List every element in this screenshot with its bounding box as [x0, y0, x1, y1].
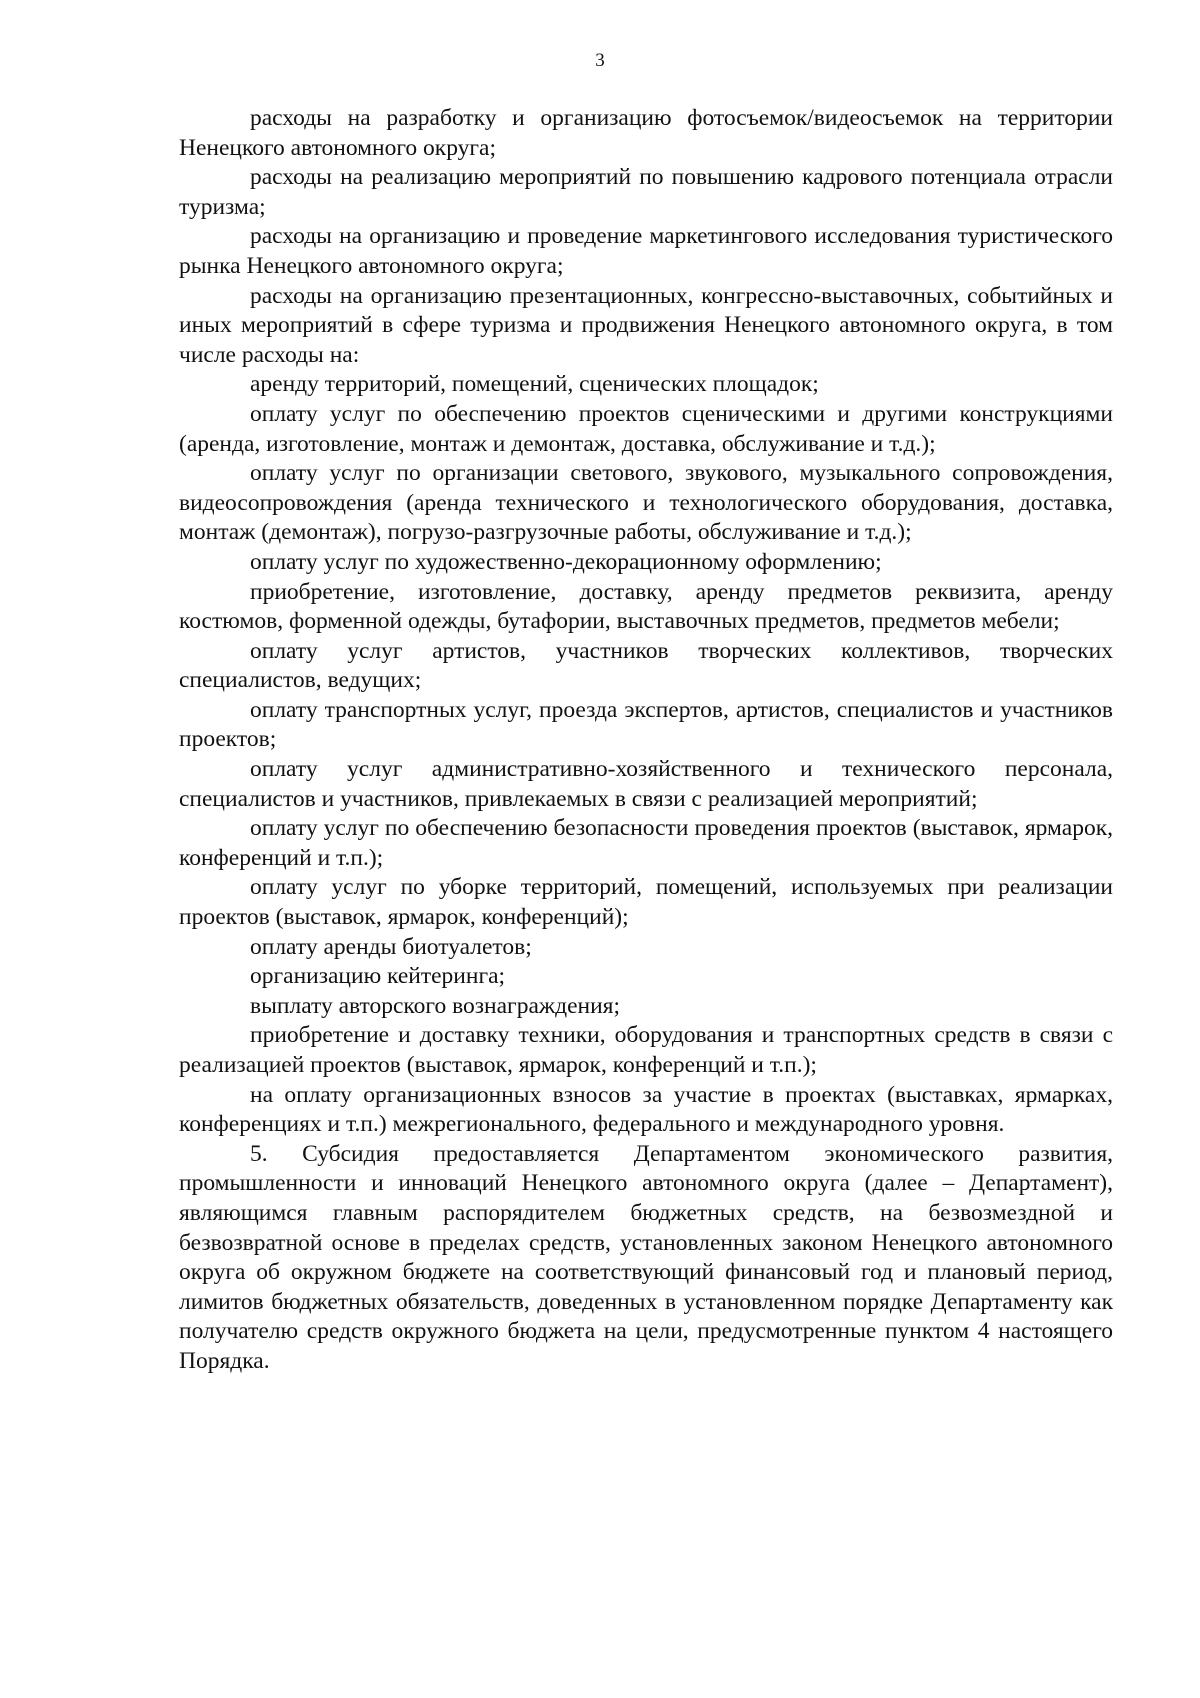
paragraph: оплату услуг административно-хозяйственного и технического персонала, специалистов и участников, привлекаемых в связи с реализацией мероприятий;	[179, 756, 1113, 812]
paragraph: оплату услуг по организации светового, звукового, музыкального сопровождения, видеосопровождения (аренда технического и технологического оборудования, доставка, монтаж (демонтаж), погрузо-разгрузочные работы, обслуживание и т.д.);	[179, 460, 1113, 546]
paragraph: оплату услуг по обеспечению безопасности проведения проектов (выставок, ярмарок, конференций и т.п.);	[179, 815, 1113, 871]
paragraph: приобретение и доставку техники, оборудования и транспортных средств в связи с реализацией проектов (выставок, ярмарок, конференций и т.п.);	[179, 1022, 1113, 1078]
paragraph: оплату услуг по обеспечению проектов сценическими и другими конструкциями (аренда, изготовление, монтаж и демонтаж, доставка, обслуживание и т.д.);	[179, 400, 1113, 457]
paragraph: 5. Субсидия предоставляется Департаментом экономического развития, промышленности и инноваций Ненецкого автономного округа (далее – Департамент), являющимся главным распорядителем бюджетных средств, на безвозмездной и безвозвратной основе в пределах средств, установленных законом Ненецкого автономного округа об окружном бюджете на соответствующий финансовый год и плановый период, лимитов бюджетных обязательств, доведенных в установленном порядке Департаменту как получателю средств окружного бюджета на цели, предусмотренные пунктом 4 настоящего Порядка.	[179, 1140, 1113, 1374]
paragraph: расходы на реализацию мероприятий по повышению кадрового потенциала отрасли туризма;	[179, 164, 1113, 220]
paragraph: оплату услуг артистов, участников творческих коллективов, творческих специалистов, ведущих;	[179, 637, 1113, 694]
page-number: 3	[595, 50, 605, 71]
paragraph: приобретение, изготовление, доставку, аренду предметов реквизита, аренду костюмов, форменной одежды, бутафории, выставочных предметов, предметов мебели;	[179, 578, 1113, 635]
paragraph: расходы на организацию презентационных, конгрессно-выставочных, событийных и иных мероприятий в сфере туризма и продвижения Ненецкого автономного округа, в том числе расходы на:	[179, 282, 1113, 368]
paragraph: оплату транспортных услуг, проезда экспертов, артистов, специалистов и участников проектов;	[179, 696, 1113, 753]
paragraph: на оплату организационных взносов за участие в проектах (выставках, ярмарках, конференциях и т.п.) межрегионального, федерального и международного уровня.	[179, 1081, 1113, 1138]
document-body	[179, 104, 1113, 1377]
paragraph: организацию кейтеринга;	[250, 963, 506, 990]
paragraph: оплату услуг по художественно-декорационному оформлению;	[250, 548, 882, 575]
paragraph: аренду территорий, помещений, сценических площадок;	[250, 371, 819, 398]
paragraph: расходы на организацию и проведение маркетингового исследования туристического рынка Ненецкого автономного округа;	[179, 223, 1113, 279]
paragraph: оплату аренды биотуалетов;	[250, 933, 532, 960]
paragraph: выплату авторского вознаграждения;	[250, 992, 620, 1019]
paragraph: расходы на разработку и организацию фотосъемок/видеосъемок на территории Ненецкого автономного округа;	[179, 105, 1113, 161]
paragraph: оплату услуг по уборке территорий, помещений, используемых при реализации проектов (выставок, ярмарок, конференций);	[179, 874, 1113, 931]
